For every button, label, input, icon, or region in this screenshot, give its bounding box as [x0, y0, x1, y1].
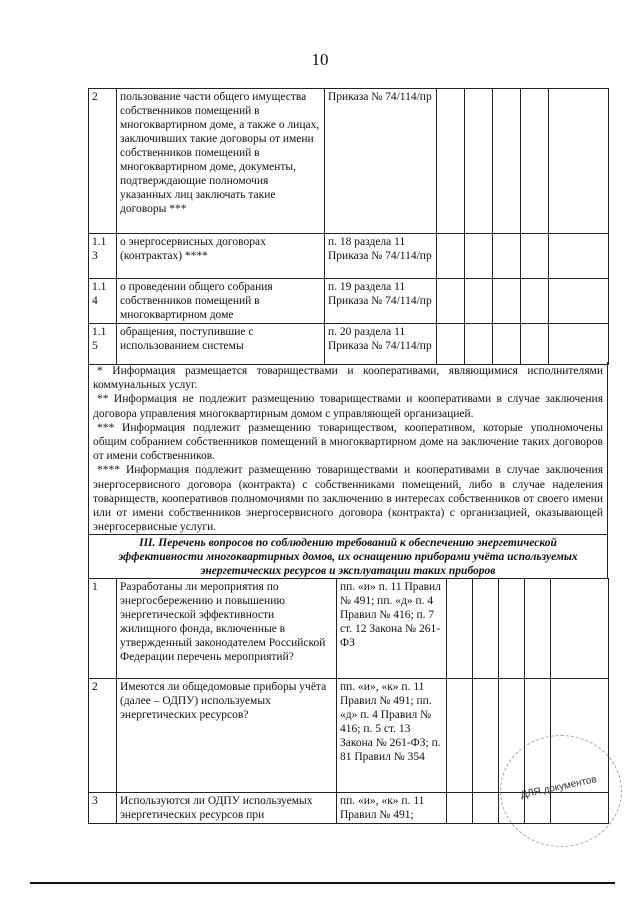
- row-reference: Приказа № 74/114/пр: [325, 89, 437, 234]
- footnotes: [88, 362, 608, 534]
- row-reference: пп. «и» п. 11 Правил № 491; пп. «д» п. 4 Правил № 416; п. 7 ст. 12 Закона № 261-ФЗ: [337, 579, 447, 679]
- row-text: обращения, поступившие с использованием системы: [117, 324, 325, 365]
- page-number: 10: [311, 50, 329, 69]
- row-text: о проведении общего собрания собственников помещений в многоквартирном доме: [117, 279, 325, 324]
- table-row: [89, 234, 609, 279]
- row-reference: п. 20 раздела 11 Приказа № 74/114/пр: [325, 324, 437, 365]
- table-row: [89, 279, 609, 324]
- table-row: [89, 324, 609, 365]
- footnote-4: **** Информация подлежит размещению товариществами и кооперативами в случае заключения энергосервисного договора (контракта) с собственниками помещений, либо в случае наделения товариществ, кооперативов полномочиями по заключению в интересах собственников от своего имени или от имени собственников энергосервисного договора (контракта) с организацией, оказывающей энергосервисные услуги.: [93, 464, 603, 534]
- row-reference: пп. «и», «к» п. 11 Правил № 491; пп. «д» п. 4 Правил № 416; п. 5 ст. 13 Закона № 261-ФЗ; п. 81 Правил № 354: [337, 679, 447, 793]
- table-row: [89, 579, 609, 679]
- stamp-text: ДЛЯ документов: [519, 774, 598, 801]
- row-number: 1.1 4: [89, 279, 117, 324]
- row-text: Разработаны ли мероприятия по энергосбережению и повышению энергетической эффективности жилищного фонда, включенные в утвержденный законодателем Российской Федерации перечень мероприятий?: [117, 579, 337, 679]
- row-number: 3: [89, 793, 117, 824]
- row-text: о энергосервисных договорах (контрактах) ****: [117, 234, 325, 279]
- row-text: пользование части общего имущества собственников помещений в многоквартирном доме, а также о лицах, заключивших такие договоры от имени собственников помещений в многоквартирном доме, документы, подтверждающие полномочия указанных лиц заключать такие договоры ***: [117, 89, 325, 234]
- row-text: Имеются ли общедомовые приборы учёта (далее – ОДПУ) используемых энергетических ресурсов?: [117, 679, 337, 793]
- row-reference: пп. «и», «к» п. 11 Правил № 491;: [337, 793, 447, 824]
- footnote-3: *** Информация подлежит размещению товариществом, кооперативом, которые уполномочены общим собранием собственников помещений в многоквартирном доме на заключение таких договоров от имени собственников.: [93, 421, 603, 463]
- section-heading: III. Перечень вопросов по соблюдению требований к обеспечению энергетической эффективности многоквартирных домов, их оснащению приборами учёта используемых энергетических ресурсов и эксплуатации таких приборов: [88, 534, 608, 578]
- row-reference: п. 18 раздела 11 Приказа № 74/114/пр: [325, 234, 437, 279]
- footnote-2: ** Информация не подлежит размещению товариществами и кооперативами в случае заключения договора управления многоквартирным домом с управляющей организацией.: [93, 393, 603, 420]
- table-top: [88, 88, 609, 365]
- row-number: 1: [89, 579, 117, 679]
- footnote-1: * Информация размещается товариществами и кооперативами, являющимися исполнителями коммунальных услуг.: [93, 365, 603, 392]
- row-reference: п. 19 раздела 11 Приказа № 74/114/пр: [325, 279, 437, 324]
- row-text: Используются ли ОДПУ используемых энергетических ресурсов при: [117, 793, 337, 824]
- row-number: 2: [89, 679, 117, 793]
- row-number: 1.1 3: [89, 234, 117, 279]
- page-divider: [30, 882, 615, 884]
- row-number: 1.1 5: [89, 324, 117, 365]
- row-number: 2: [89, 89, 117, 234]
- table-row: [89, 89, 609, 234]
